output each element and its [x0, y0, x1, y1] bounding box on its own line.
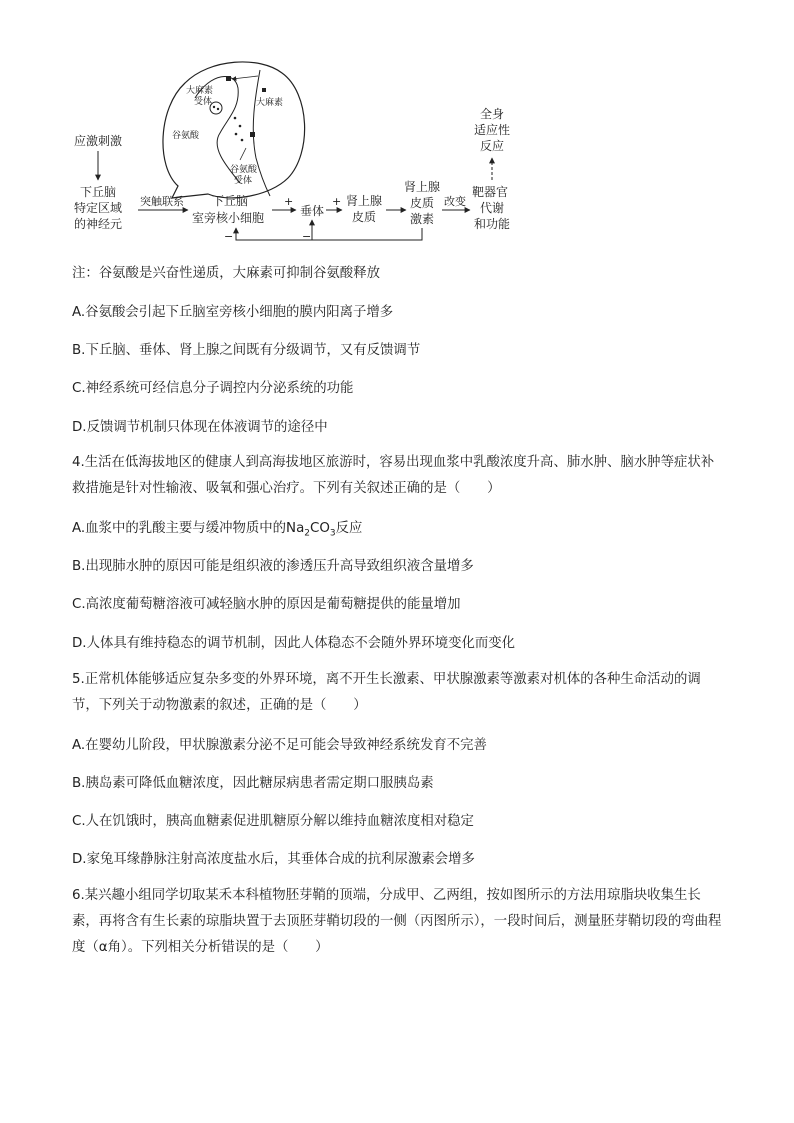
plus-sign-1: + — [284, 195, 294, 208]
cannabinoid-icon — [262, 88, 266, 92]
pvn-label-2: 室旁核小细胞 — [192, 211, 265, 225]
hormone-label-3: 激素 — [410, 212, 435, 226]
hypothalamus-region-label-3: 的神经元 — [74, 217, 123, 231]
q4-option-d: D.人体具有维持稳态的调节机制，因此人体稳态不会随外界环境变化而变化 — [72, 636, 516, 651]
hormone-label-1: 肾上腺 — [404, 180, 441, 194]
cannabinoid-receptor-label-2: 受体 — [194, 97, 213, 107]
diagram-note: 注：谷氨酸是兴奋性递质，大麻素可抑制谷氨酸释放 — [72, 266, 380, 281]
change-label: 改变 — [444, 195, 466, 208]
pvn-label-1: 下丘脑 — [212, 194, 249, 208]
stress-label: 应激刺激 — [74, 134, 123, 148]
q4-stem: 4.生活在低海拔地区的健康人到高海拔地区旅游时，容易出现血浆中乳酸浓度升高、肺水肿、脑水肿等症状补救措施是针对性输液、吸氧和强心治疗。下列有关叙述正确的是（ ） — [72, 455, 715, 496]
cannabinoid-receptor-icon — [226, 76, 231, 81]
minus-sign-2: − — [302, 230, 312, 243]
response-label-3: 反应 — [480, 139, 505, 153]
q6-stem: 6.某兴趣小组同学切取某禾本科植物胚芽鞘的顶端，分成甲、乙两组，按如图所示的方法用琼脂块收集生长素，再将含有生长素的琼脂块置于去顶胚芽鞘切段的一侧（丙图所示），一段时间后，测量胚芽鞘切段的弯曲程度（α角）。下列相关分析错误的是（ ） — [72, 888, 722, 955]
feedback-line-outer — [236, 228, 422, 240]
q5-stem: 5.正常机体能够适应复杂多变的外界环境，离不开生长激素、甲状腺激素等激素对机体的各种生命活动的调节，下列关于动物激素的叙述，正确的是（ ） — [72, 672, 701, 713]
pituitary-label: 垂体 — [300, 204, 325, 218]
hypothalamus-region-label-1: 下丘脑 — [80, 185, 117, 199]
hormone-label-2: 皮质 — [410, 196, 435, 210]
q3-option-c: C.神经系统可经信息分子调控内分泌系统的功能 — [72, 381, 354, 396]
q5-option-b: B.胰岛素可降低血糖浓度，因此糖尿病患者需定期口服胰岛素 — [72, 776, 434, 791]
postsynaptic-membrane — [253, 70, 270, 196]
q5-option-c: C.人在饥饿时，胰高血糖素促进肌糖原分解以维持血糖浓度相对稳定 — [72, 814, 474, 829]
q3-option-d: D.反馈调节机制只体现在体液调节的途径中 — [72, 420, 328, 435]
q4-option-b: B.出现肺水肿的原因可能是组织液的渗透压升高导致组织液含量增多 — [72, 559, 474, 574]
glutamate-receptor-label-2: 受体 — [234, 176, 253, 186]
q4-option-a: A.血浆中的乳酸主要与缓冲物质中的$Na_2CO_3$反应 — [72, 521, 363, 539]
q5-option-a: A.在婴幼儿阶段，甲状腺激素分泌不足可能会导致神经系统发育不完善 — [72, 738, 487, 753]
target-organ-label-1: 靶器官 — [472, 185, 509, 199]
response-label-2: 适应性 — [474, 123, 511, 137]
response-label-1: 全身 — [480, 107, 505, 121]
hypothalamus-region-label-2: 特定区域 — [74, 201, 123, 215]
q4-option-c: C.高浓度葡萄糖溶液可减轻脑水肿的原因是葡萄糖提供的能量增加 — [72, 597, 461, 612]
glutamate-label: 谷氨酸 — [172, 131, 200, 141]
cannabinoid-receptor-label-1: 大麻素 — [186, 86, 214, 96]
hpa-axis-diagram — [60, 48, 540, 258]
adrenal-cortex-label-1: 肾上腺 — [346, 194, 383, 208]
q3-option-b: B.下丘脑、垂体、肾上腺之间既有分级调节，又有反馈调节 — [72, 343, 421, 358]
minus-sign-1: − — [224, 230, 234, 243]
glutamate-receptor-icon — [250, 132, 255, 137]
synapse-link-label: 突触联系 — [140, 195, 184, 208]
adrenal-cortex-label-2: 皮质 — [352, 210, 377, 224]
glutamate-receptor-label-1: 谷氨酸 — [230, 165, 258, 175]
target-organ-label-3: 和功能 — [474, 217, 511, 231]
target-organ-label-2: 代谢 — [480, 201, 505, 215]
cannabinoid-label: 大麻素 — [256, 98, 284, 108]
q3-option-a: A.谷氨酸会引起下丘脑室旁核小细胞的膜内阳离子增多 — [72, 305, 394, 320]
plus-sign-2: + — [332, 195, 342, 208]
q5-option-d: D.家兔耳缘静脉注射高浓度盐水后，其垂体合成的抗利尿激素会增多 — [72, 852, 475, 867]
